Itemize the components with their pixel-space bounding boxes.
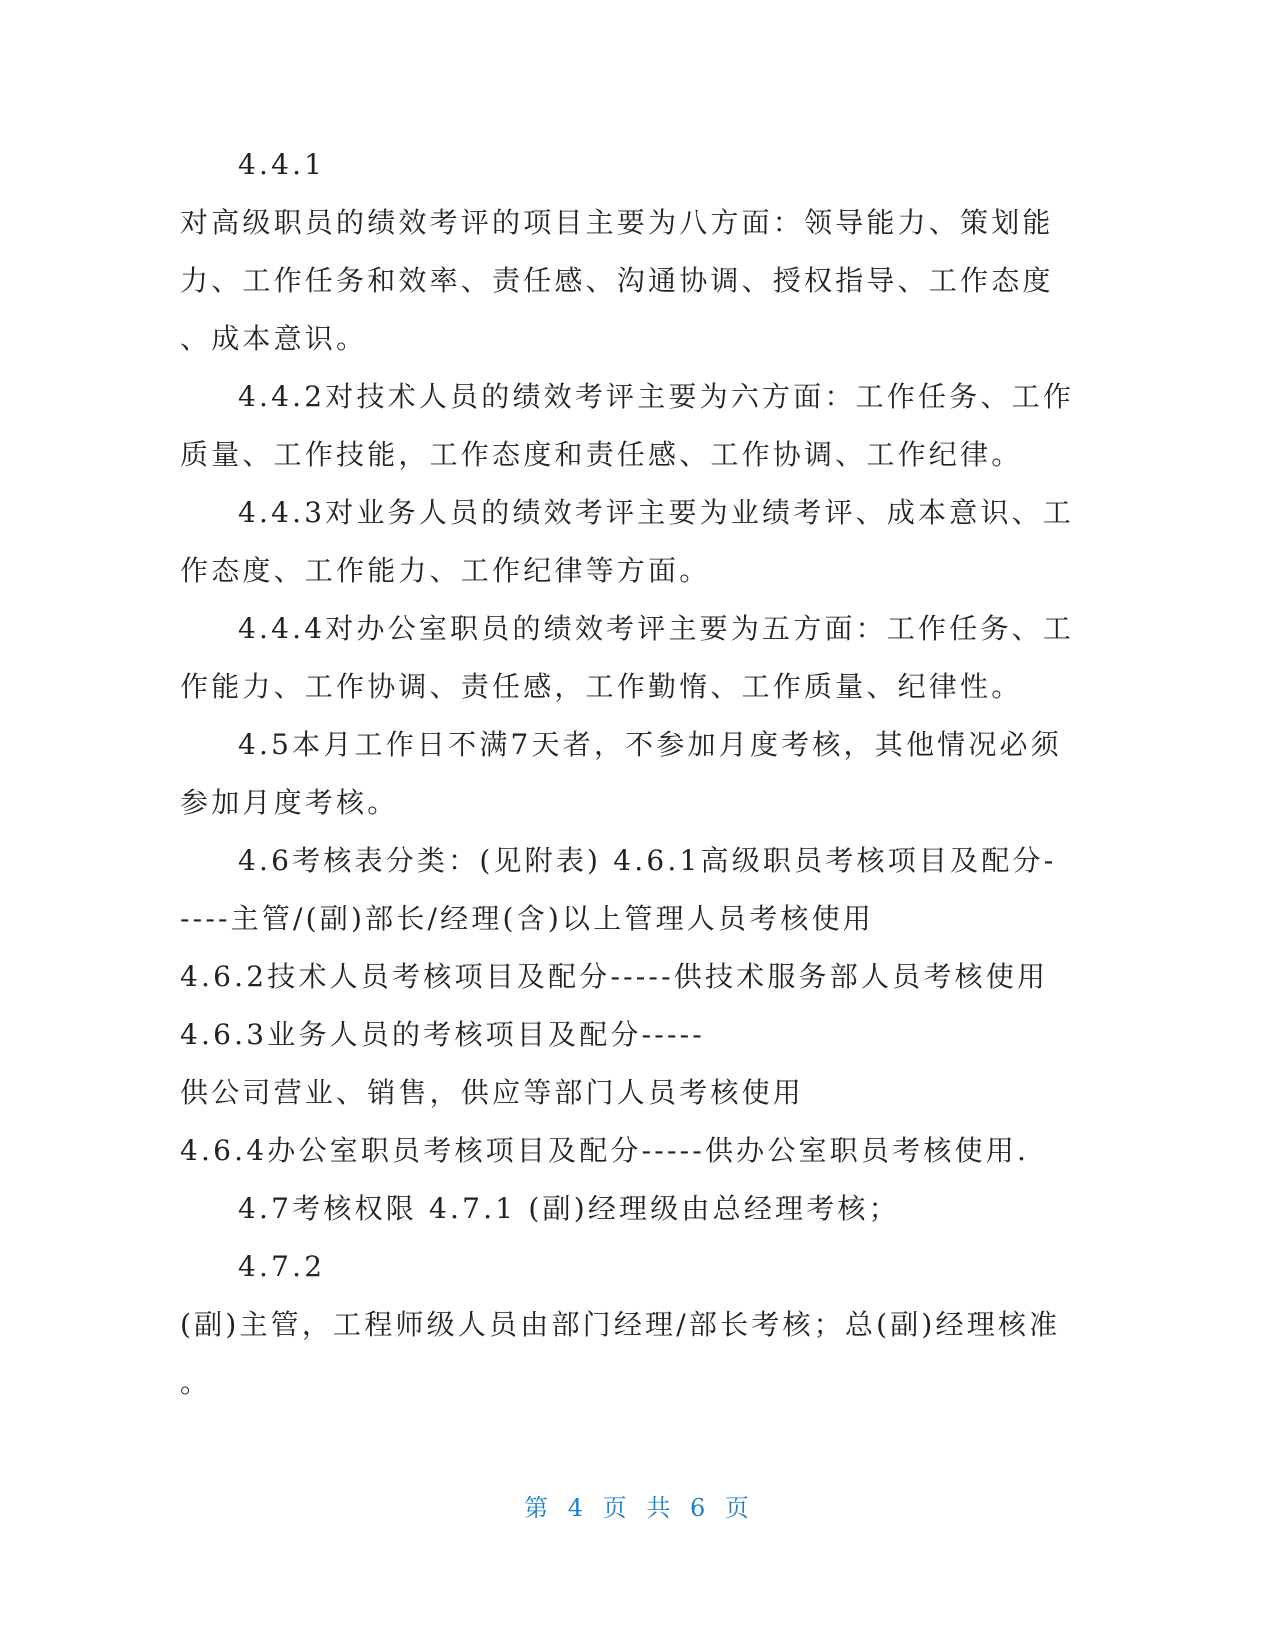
text-line: 4.4.4对办公室职员的绩效考评主要为五方面：工作任务、工 (238, 612, 1075, 645)
text-line: 4.7.2 (238, 1250, 326, 1283)
footer-prefix: 第 (524, 1494, 551, 1522)
text-line: (副)主管，工程师级人员由部门经理/部长考核；总(副)经理核准 (180, 1308, 1061, 1341)
text-line: 供公司营业、销售，供应等部门人员考核使用 (180, 1076, 805, 1109)
text-line: 4.4.1 (238, 148, 326, 181)
text-line: 4.6考核表分类：(见附表) 4.6.1高级职员考核项目及配分- (238, 844, 1057, 877)
text-line: ----主管/(副)部长/经理(含)以上管理人员考核使用 (180, 902, 875, 935)
text-line: 力、工作任务和效率、责任感、沟通协调、授权指导、工作态度 (180, 264, 1054, 297)
text-line: 、成本意识。 (180, 322, 368, 355)
text-line: 对高级职员的绩效考评的项目主要为八方面：领导能力、策划能 (180, 206, 1054, 239)
text-line: 4.7考核权限 4.7.1 (副)经理级由总经理考核； (238, 1192, 900, 1225)
text-line: 4.5本月工作日不满7天者，不参加月度考核，其他情况必须 (238, 728, 1062, 761)
text-line: 作态度、工作能力、工作纪律等方面。 (180, 554, 711, 587)
footer-suffix: 页 (724, 1494, 751, 1522)
footer-current-page: 4 (567, 1494, 586, 1522)
text-line: 4.4.2对技术人员的绩效考评主要为六方面：工作任务、工作 (238, 380, 1075, 413)
text-line: 4.6.4办公室职员考核项目及配分-----供办公室职员考核使用. (180, 1134, 1030, 1167)
text-line: 参加月度考核。 (180, 786, 399, 819)
footer-total-pages: 6 (689, 1494, 708, 1522)
text-line: 质量、工作技能，工作态度和责任感、工作协调、工作纪律。 (180, 438, 1023, 471)
text-line: 4.6.3业务人员的考核项目及配分----- (180, 1018, 705, 1051)
page-footer (0, 1488, 1275, 1523)
document-body (180, 136, 1075, 1412)
text-line: 。 (180, 1366, 212, 1399)
footer-total-prefix: 共 (646, 1494, 673, 1522)
text-line: 4.4.3对业务人员的绩效考评主要为业绩考评、成本意识、工 (238, 496, 1075, 529)
text-line: 作能力、工作协调、责任感，工作勤惰、工作质量、纪律性。 (180, 670, 1023, 703)
text-line: 4.6.2技术人员考核项目及配分-----供技术服务部人员考核使用 (180, 960, 1049, 993)
footer-page-word: 页 (602, 1494, 629, 1522)
